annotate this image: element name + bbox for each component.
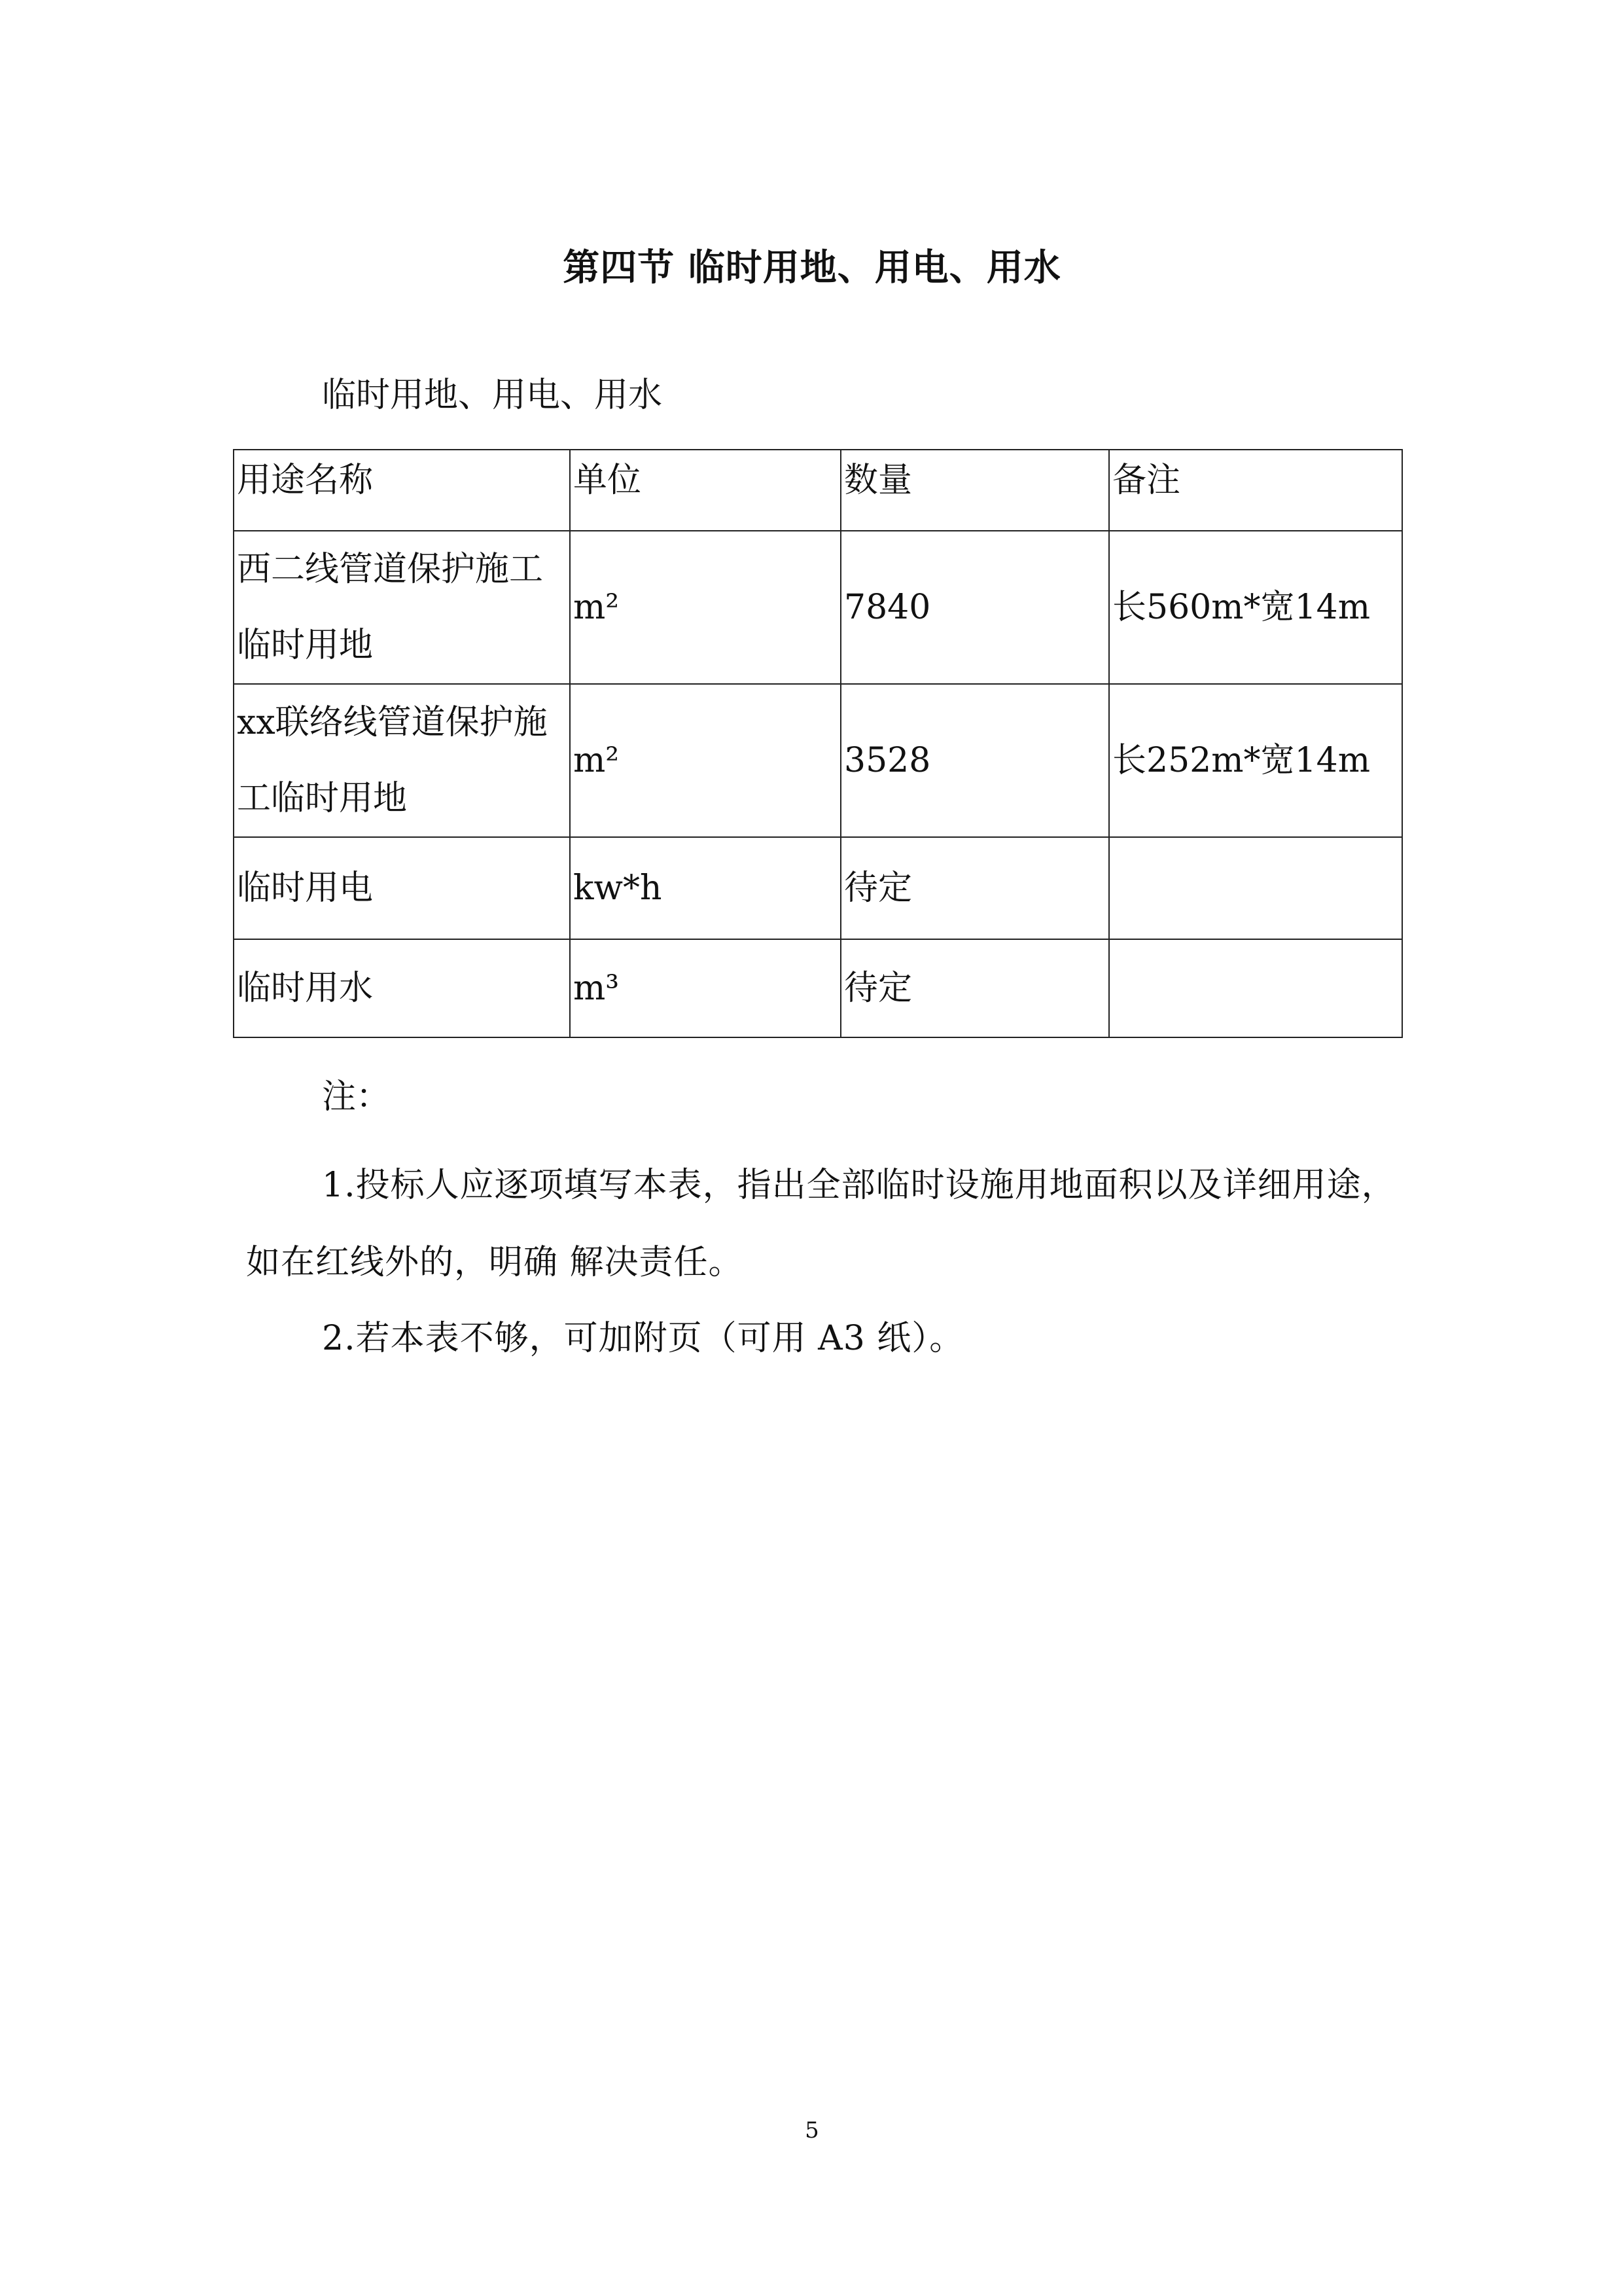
table-row [234, 837, 1402, 939]
cell-name: xx联络线管道保护施工临时用地 [234, 684, 570, 837]
header-cell-name: 用途名称 [234, 450, 570, 531]
page-number: 5 [805, 2117, 819, 2144]
table-caption: 临时用地、用电、用水 [322, 376, 663, 415]
table-row [234, 939, 1402, 1037]
cell-name: 临时用电 [234, 837, 570, 939]
cell-unit: m² [570, 531, 841, 684]
usage-table [233, 449, 1403, 1038]
header-cell-unit: 单位 [570, 450, 841, 531]
table-row [234, 684, 1402, 837]
header-cell-remark: 备注 [1109, 450, 1402, 531]
cell-quantity: 待定 [841, 939, 1109, 1037]
cell-quantity: 7840 [841, 531, 1109, 684]
page-title: 第四节 临时用地、用电、用水 [563, 247, 1061, 289]
cell-remark: 长252m*宽14m [1109, 684, 1402, 837]
note-item: 1.投标人应逐项填写本表，指出全部临时设施用地面积以及详细用途，如在红线外的，明确 解决责任。 [246, 1166, 1396, 1282]
table-header-row [234, 450, 1402, 531]
table-row [234, 531, 1402, 684]
cell-unit: kw*h [570, 837, 841, 939]
cell-remark: 长560m*宽14m [1109, 531, 1402, 684]
cell-quantity: 3528 [841, 684, 1109, 837]
cell-unit: m³ [570, 939, 841, 1037]
cell-unit: m² [570, 684, 841, 837]
cell-remark [1109, 939, 1402, 1037]
notes-heading: 注： [322, 1077, 391, 1117]
cell-quantity: 待定 [841, 837, 1109, 939]
cell-name: 西二线管道保护施工临时用地 [234, 531, 570, 684]
cell-name: 临时用水 [234, 939, 570, 1037]
note-item: 2.若本表不够，可加附页（可用 A3 纸）。 [322, 1319, 964, 1358]
header-cell-quantity: 数量 [841, 450, 1109, 531]
cell-remark [1109, 837, 1402, 939]
